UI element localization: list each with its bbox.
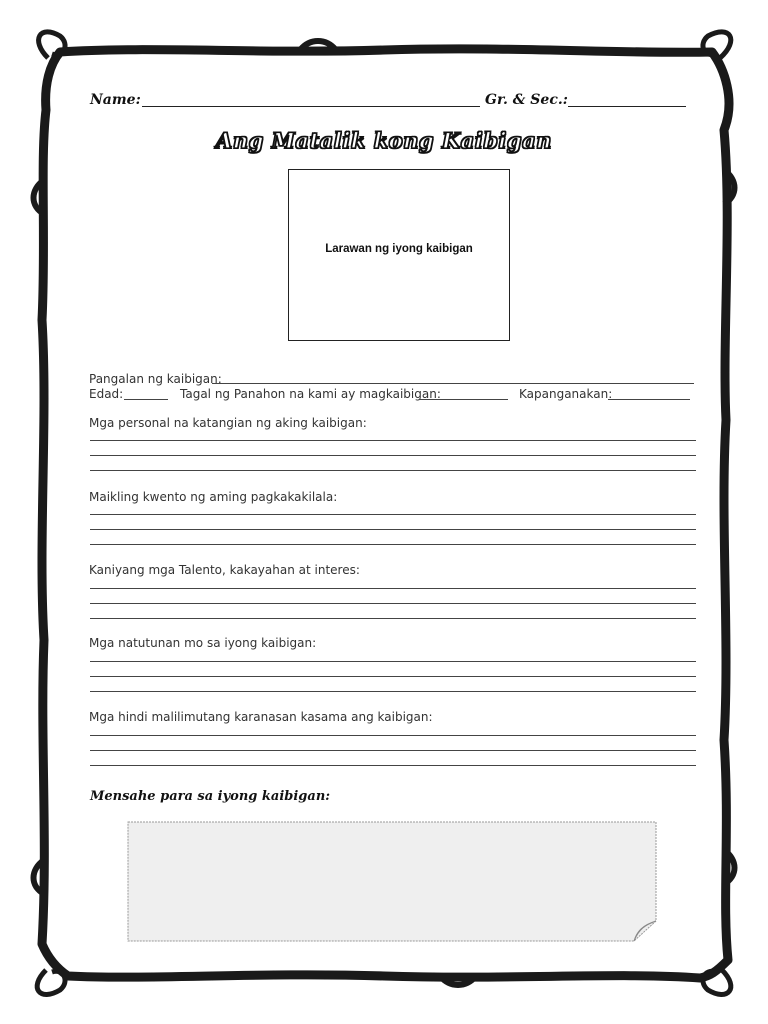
section-label: Mga personal na katangian ng aking kaibigan: [89, 416, 367, 430]
page-title: Ang Matalik kong Kaibigan [216, 128, 552, 153]
answer-line[interactable] [90, 676, 696, 677]
answer-line[interactable] [90, 691, 696, 692]
answer-line[interactable] [90, 618, 696, 619]
birthday-label: Kapanganakan: [519, 387, 613, 401]
section-label: Maikling kwento ng aming pagkakakilala: [89, 490, 338, 504]
answer-line[interactable] [90, 440, 696, 441]
birthday-field[interactable] [608, 399, 690, 400]
section-label: Mga hindi malilimutang karanasan kasama ang kaibigan: [89, 710, 433, 724]
grade-section-field[interactable] [568, 106, 686, 107]
answer-line[interactable] [90, 588, 696, 589]
answer-line[interactable] [90, 455, 696, 456]
photo-label: Larawan ng iyong kaibigan [325, 243, 473, 255]
message-label: Mensahe para sa iyong kaibigan: [90, 789, 331, 804]
friend-name-label: Pangalan ng kaibigan: [89, 372, 222, 386]
answer-line[interactable] [90, 603, 696, 604]
answer-line[interactable] [90, 735, 696, 736]
section-label: Kaniyang mga Talento, kakayahan at interes: [89, 563, 360, 577]
answer-line[interactable] [90, 514, 696, 515]
name-field[interactable] [142, 106, 480, 107]
answer-line[interactable] [90, 529, 696, 530]
message-box[interactable] [127, 821, 659, 945]
section-label: Mga natutunan mo sa iyong kaibigan: [89, 636, 317, 650]
friendship-duration-label: Tagal ng Panahon na kami ay magkaibigan: [180, 387, 441, 401]
age-field[interactable] [124, 399, 168, 400]
answer-line[interactable] [90, 765, 696, 766]
age-label: Edad: [89, 387, 124, 401]
grade-section-label: Gr. & Sec.: [485, 92, 568, 108]
answer-line[interactable] [90, 661, 696, 662]
answer-line[interactable] [90, 750, 696, 751]
answer-line[interactable] [90, 470, 696, 471]
photo-box[interactable] [288, 169, 510, 341]
name-label: Name: [90, 92, 141, 108]
friend-name-field[interactable] [212, 383, 694, 384]
friendship-duration-field[interactable] [420, 399, 508, 400]
answer-line[interactable] [90, 544, 696, 545]
